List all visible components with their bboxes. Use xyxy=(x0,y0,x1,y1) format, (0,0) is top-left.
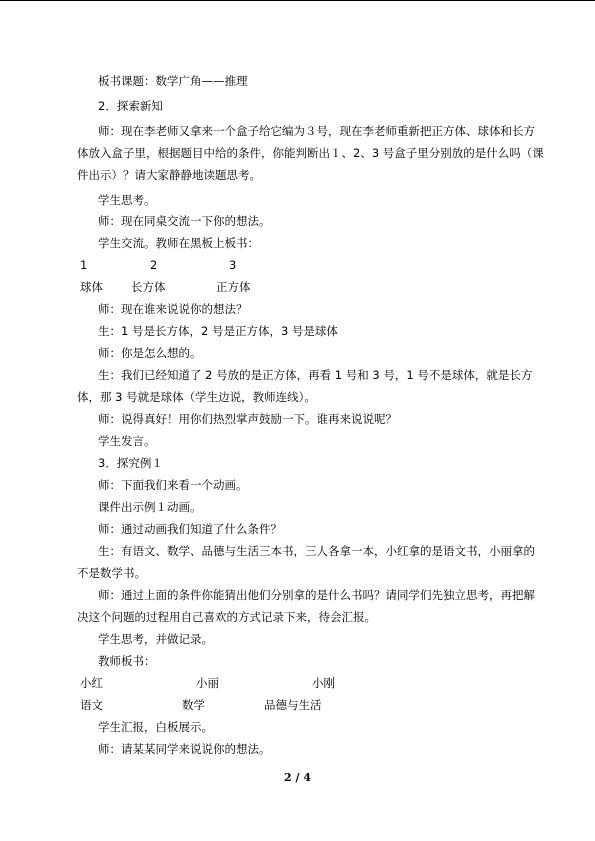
book-title: 语文 xyxy=(80,698,103,712)
box-shape: 正方体 xyxy=(216,280,251,294)
paragraph-line: 课件出示例１动画。 xyxy=(98,500,202,514)
paragraph-line: 师：说得真好！用你们热烈掌声鼓励一下。谁再来说说呢？ xyxy=(98,412,397,426)
box-shape: 长方体 xyxy=(131,280,166,294)
paragraph-line: 体放入盒子里，根据题目中给的条件，你能判断出１、2、3 号盒子里分别放的是什么吗（课 xyxy=(77,146,544,160)
page-number: 2 / 4 xyxy=(284,771,311,784)
paragraph-line: 师：现在李老师又拿来一个盒子给它编为３号，现在李老师重新把正方体、球体和长方 xyxy=(98,124,535,138)
student-name: 小刚 xyxy=(312,676,335,690)
box-number: 2 xyxy=(150,258,158,272)
box-shape: 球体 xyxy=(80,280,103,294)
student-name: 小红 xyxy=(80,676,103,690)
paragraph-line: 不是数学书。 xyxy=(77,566,146,580)
lesson-title: 板书课题：数学广角——推理 xyxy=(98,74,248,88)
paragraph-line: 生：有语文、数学、品德与生活三本书，三人各拿一本，小红拿的是语文书，小丽拿的 xyxy=(98,544,535,558)
top-rule xyxy=(0,0,595,1)
paragraph-line: 师：请某某同学来说说你的想法。 xyxy=(98,742,271,756)
paragraph-line: 师：通过上面的条件你能猜出他们分别拿的是什么书吗？请同学们先独立思考，再把解 xyxy=(98,588,535,602)
student-name: 小丽 xyxy=(196,676,219,690)
paragraph-line: 生：我们已经知道了 2 号放的是正方体，再看 1 号和 3 号，1 号不是球体，就是长方 xyxy=(98,368,533,382)
book-title: 品德与生活 xyxy=(264,698,322,712)
paragraph-line: 生：1 号是长方体，2 号是正方体，3 号是球体 xyxy=(98,324,338,338)
paragraph-line: 师：下面我们来看一个动画。 xyxy=(98,478,248,492)
paragraph-line: 学生汇报，白板展示。 xyxy=(98,720,213,734)
paragraph-line: 师：你是怎么想的。 xyxy=(98,346,202,360)
paragraph-line: 体，那 3 号就是球体（学生边说，教师连线）。 xyxy=(77,390,316,404)
box-number: 1 xyxy=(80,258,88,272)
paragraph-line: 师：通过动画我们知道了什么条件？ xyxy=(98,522,282,536)
section-heading: 2．探索新知 xyxy=(98,99,163,113)
paragraph-line: 学生交流。教师在黑板上板书： xyxy=(98,236,259,250)
paragraph-line: 件出示）？请大家静静地读题思考。 xyxy=(77,168,261,182)
section-heading: 3．探究例１ xyxy=(98,456,163,470)
paragraph-line: 学生发言。 xyxy=(98,434,156,448)
paragraph-line: 决这个问题的过程用自己喜欢的方式记录下来，待会汇报。 xyxy=(77,610,376,624)
box-number: 3 xyxy=(229,258,237,272)
paragraph-line: 学生思考。 xyxy=(98,193,156,207)
paragraph-line: 师：现在谁来说说你的想法？ xyxy=(98,302,248,316)
paragraph-line: 学生思考，并做记录。 xyxy=(98,632,213,646)
paragraph-line: 教师板书： xyxy=(98,654,156,668)
paragraph-line: 师：现在同桌交流一下你的想法。 xyxy=(98,214,271,228)
book-title: 数学 xyxy=(182,698,205,712)
